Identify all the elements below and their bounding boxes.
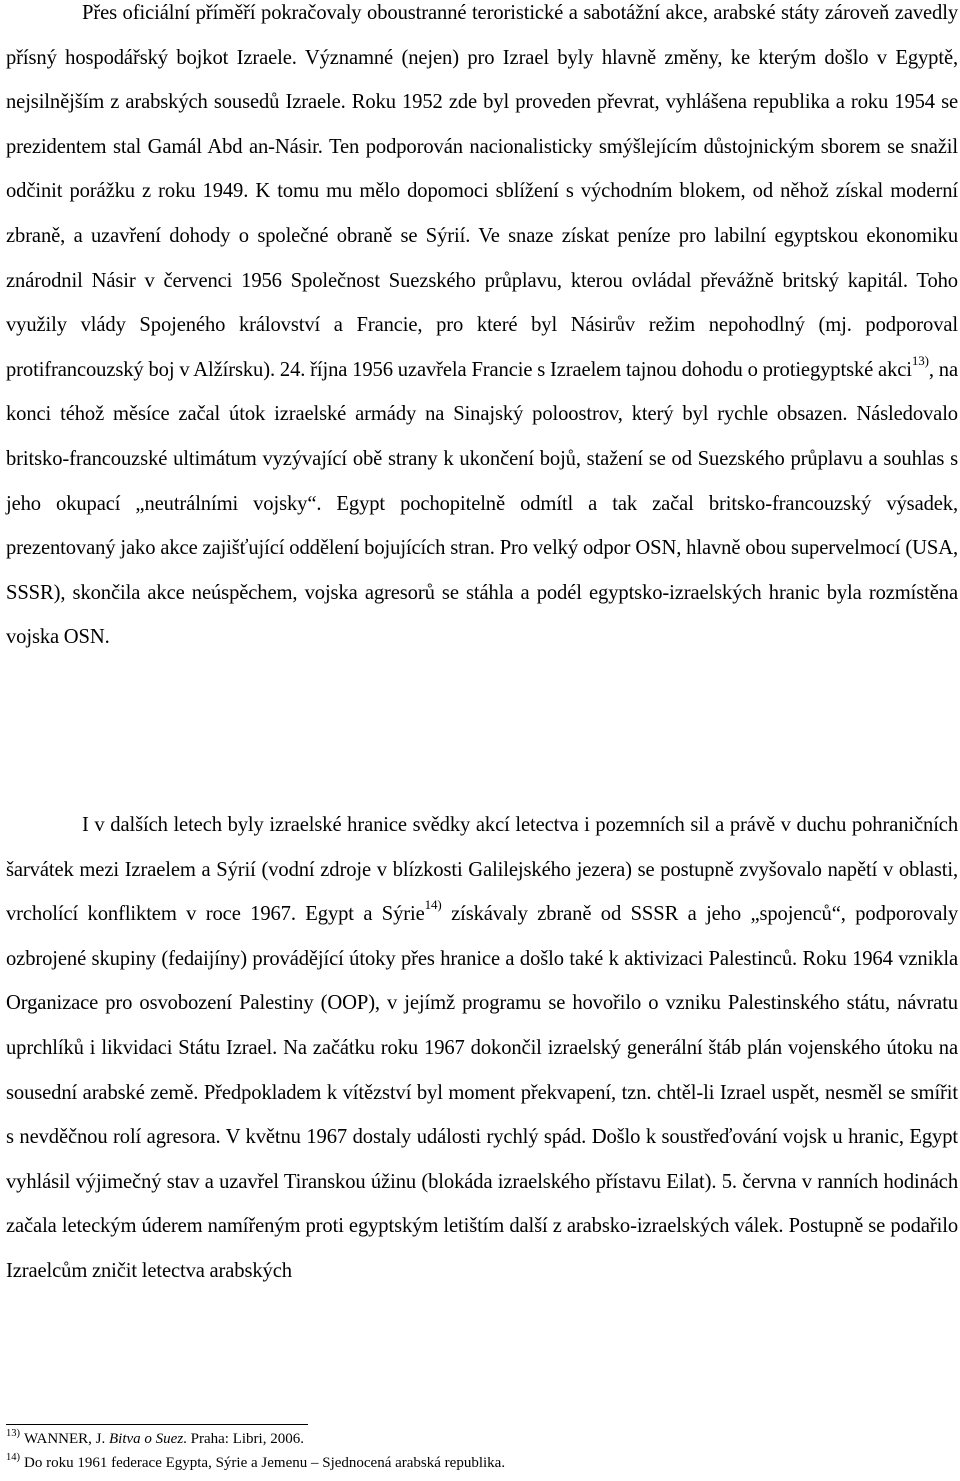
- paragraph-six-day-war-prelude: [6, 803, 958, 1294]
- paragraph-text: , na konci téhož měsíce začal útok izraelské armády na Sinajský poloostrov, který byl rychle obsazen. Následovalo britsko-francouzské ultimátum vyzývající obě strany k ukončení bojů, stažení se od Suezského průplavu a souhlas s jeho okupací „neutrálními vojsky“. Egypt pochopitelně odmítl a tak začal britsko-francouzský výsadek, prezentovaný jako akce zajišťující oddělení bojujících stran. Pro velký odpor OSN, hlavně obou supervelmocí (USA, SSSR), skončila akce neúspěchem, vojska agresorů se stáhla a podél egyptsko-izraelských hranic byla rozmístěna vojska OSN.: [6, 358, 958, 649]
- paragraph-text: Přes oficiální příměří pokračovaly oboustranné teroristické a sabotážní akce, arabské státy zároveň zavedly přísný hospodářský bojkot Izraele. Významné (nejen) pro Izrael byly hlavně změny, ke kterým došlo v Egyptě, nejsilnějším z arabských sousedů Izraele. Roku 1952 zde byl proveden převrat, vyhlášena republika a roku 1954 se prezidentem stal Gamál Abd an-Násir. Ten podporován nacionalisticky smýšlejícím důstojnickým sborem se snažil odčinit porážku z roku 1949. K tomu mu mělo dopomoci sblížení s východním blokem, od něhož získal moderní zbraně, a uzavření dohody o společné obraně se Sýrií. Ve snaze získat peníze pro labilní egyptskou ekonomiku znárodnil Násir v červenci 1956 Společnost Suezského průplavu, kterou ovládal převážně britský kapitál. Toho využily vlády Spojeného království a Francie, pro které byl Násirův režim nepohodlný (mj. podporoval protifrancouzský boj v Alžírsku). 24. října 1956 uzavřela Francie s Izraelem tajnou dohodu o protiegyptské akci: [6, 2, 958, 381]
- footnote-reference-13[interactable]: 13): [911, 352, 929, 368]
- footnote-13: [6, 1428, 946, 1452]
- footnote-text: Do roku 1961 federace Egypta, Sýrie a Jemenu – Sjednocená arabská republika.: [24, 1455, 506, 1471]
- paragraph-text: získávaly zbraně od SSSR a jeho „spojenců“, podporovaly ozbrojené skupiny (fedaijíny) provádějící útoky přes hranice a došlo také k aktivizaci Palestinců. Roku 1964 vznikla Organizace pro osvobození Palestiny (OOP), v jejímž programu se hovořilo o vzniku Palestinského státu, návratu uprchlíků i likvidaci Státu Izrael. Na začátku roku 1967 dokončil izraelský generální štáb plán vojenského útoku na sousední arabské země. Předpokladem k vítězství byl moment překvapení, tzn. chtěl-li Izrael uspět, nesměl se smířit s nevděčnou rolí agresora. V květnu 1967 dostaly události rychlý spád. Došlo k soustřeďování vojsk u hranic, Egypt vyhlásil výjimečný stav a uzavřel Tiranskou úžinu (blokáda izraelského přístavu Eilat). 5. června v ranních hodinách začala leteckým úderem namířeným proti egyptským letištím další z arabsko-izraelských válek. Postupně se podařilo Izraelcům zničit letectva arabských: [6, 903, 958, 1282]
- footnote-title: Bitva o Suez: [109, 1431, 184, 1447]
- footnote-14: [6, 1452, 946, 1476]
- footnote-publication: . Praha: Libri, 2006.: [183, 1431, 304, 1447]
- paragraph-text: I v dalších letech byly izraelské hranice svědky akcí letectva i pozemních sil a právě v duchu pohraničních šarvátek mezi Izraelem a Sýrií (vodní zdroje v blízkosti Galilejského jezera) se postupně zvyšovalo napětí v oblasti, vrcholící konfliktem v roce 1967. Egypt a Sýrie: [6, 814, 958, 926]
- footnote-author: WANNER, J.: [24, 1431, 109, 1447]
- footnote-mark: 14): [6, 1452, 20, 1463]
- footnote-mark: 13): [6, 1428, 20, 1439]
- footnote-reference-14[interactable]: 14): [424, 897, 442, 913]
- footnote-separator: [6, 1424, 308, 1425]
- footnotes: [6, 1428, 946, 1476]
- paragraph-suez-crisis: [6, 0, 958, 660]
